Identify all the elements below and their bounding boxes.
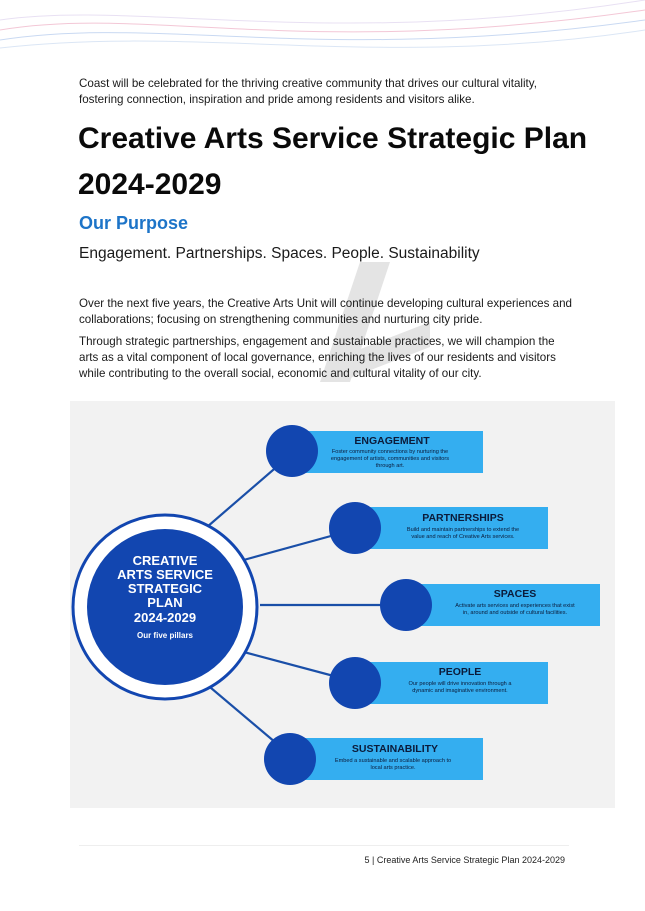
body-paragraph: Through strategic partnerships, engagement and sustainable practices, we will champion the arts as a vital component of local governance, enriching the lives of our residents and visitors while contributing to the overall social, economic and cultural vitality of our city. [79,335,556,380]
pillar-description: Foster community connections by nurturing the [331,449,449,455]
pillars-summary-line: Engagement. Partnerships. Spaces. People. Sustainability [79,245,480,262]
purpose-heading: Our Purpose [79,213,189,233]
pillar-sustainability [264,733,483,785]
page-footer: 5 | Creative Arts Service Strategic Plan 2024-2029 [364,855,565,865]
pillar-description: Build and maintain partnerships to extend the [406,527,520,533]
pillar-description: value and reach of Creative Arts services. [411,534,515,540]
pillar-description: engagement of artists, communities and visitors [330,456,450,462]
center-title-line: STRATEGIC [127,581,203,596]
pillar-title: ENGAGEMENT [354,435,430,447]
pillar-description: through art. [375,463,405,469]
center-title-line: PLAN [147,595,183,610]
pillar-description: dynamic and imaginative environment. [412,688,508,694]
footer-divider [79,845,569,846]
header-wave-decoration [0,0,645,70]
pillar-title: PARTNERSHIPS [422,512,504,524]
pillars-infographic [70,401,615,808]
pillar-engagement [266,425,483,477]
center-title-line: ARTS SERVICE [117,567,213,582]
pillar-description: Embed a sustainable and scalable approach to [334,758,452,764]
pillar-title: SPACES [493,588,537,600]
intro-paragraph: Coast will be celebrated for the thriving creative community that drives our cultural vitality, fostering connection, inspiration and pride among residents and visitors alike. [79,77,537,106]
body-paragraph: Over the next five years, the Creative Arts Unit will continue developing cultural experiences and collaborations; focusing on strengthening communities and nurturing city pride. [79,297,572,326]
center-title-line: CREATIVE [132,553,198,568]
pillar-spaces [380,579,600,631]
pillar-partnerships [329,502,548,554]
pillar-title: SUSTAINABILITY [351,743,439,755]
pillar-description: Activate arts services and experiences that exist [455,603,575,609]
pillar-title: PEOPLE [438,666,482,678]
center-title-line: 2024-2029 [133,610,197,625]
pillar-description: Our people will drive innovation through a [408,681,512,687]
pillar-people [329,657,548,709]
infographic-canvas [70,401,615,808]
pillar-description: in, around and outside of cultural facilities. [462,610,568,616]
center-circle [73,515,257,699]
page-title: Creative Arts Service Strategic Plan 2024-2029 [78,122,588,201]
center-subtitle: Our five pillars [136,631,194,640]
pillar-description: local arts practice. [370,765,416,771]
